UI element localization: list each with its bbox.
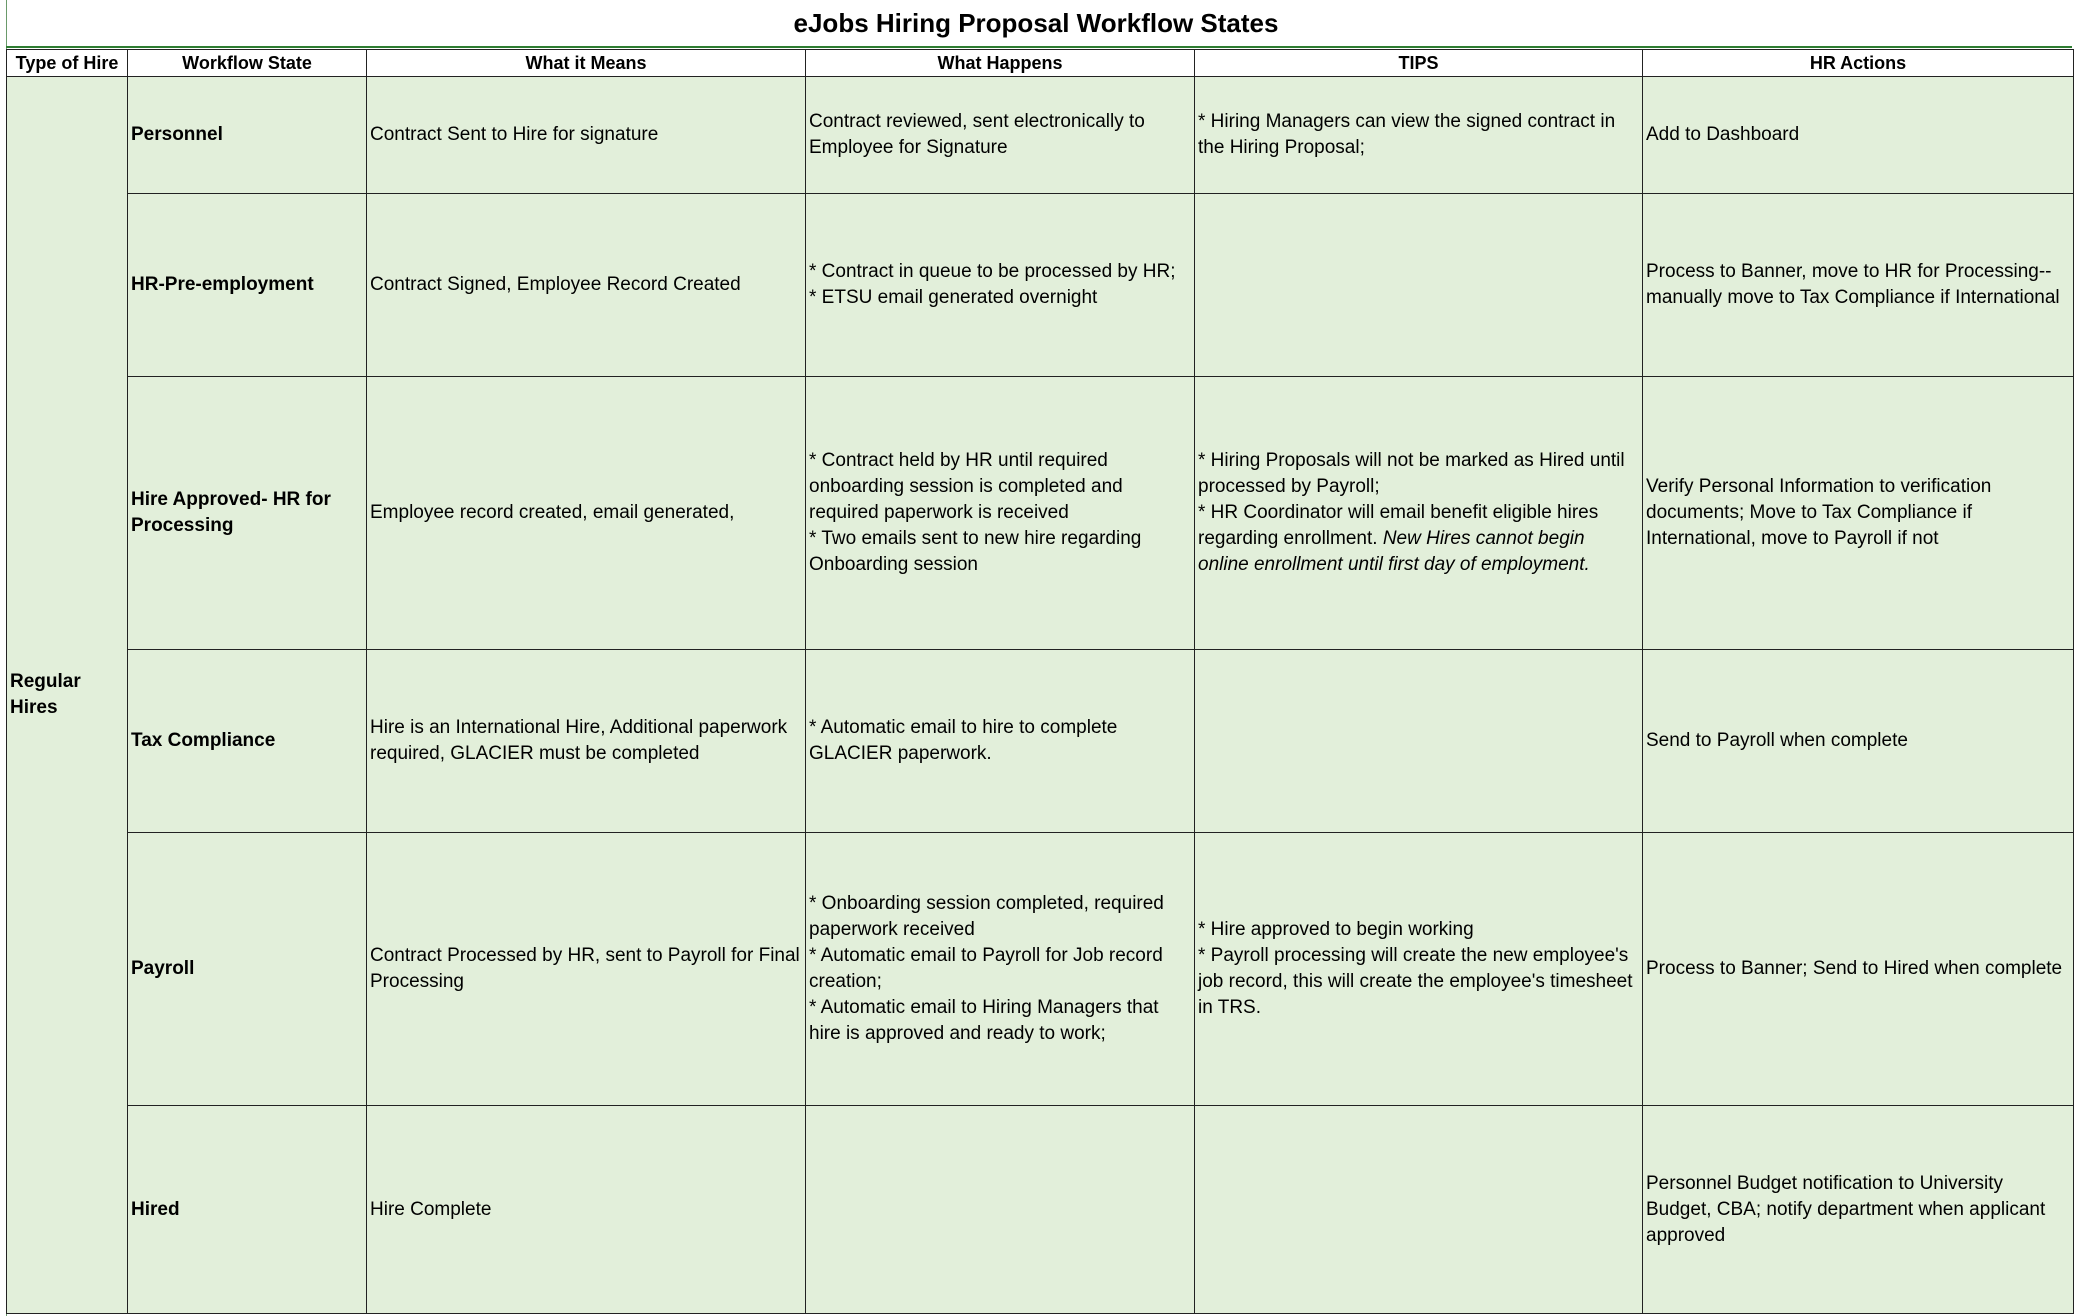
happens-line: * Two emails sent to new hire regarding Onboarding session: [809, 528, 1142, 575]
table-row: [7, 650, 2074, 833]
header-tips[interactable]: TIPS: [1195, 50, 1643, 77]
header-what-happens[interactable]: What Happens: [806, 50, 1195, 77]
actions-cell[interactable]: Process to Banner, move to HR for Processing--manually move to Tax Compliance if International: [1643, 194, 2074, 377]
workflow-table: [6, 49, 2074, 1314]
means-cell[interactable]: Contract Sent to Hire for signature: [367, 77, 806, 194]
actions-cell[interactable]: Add to Dashboard: [1643, 77, 2074, 194]
header-what-it-means[interactable]: What it Means: [367, 50, 806, 77]
header-hr-actions[interactable]: HR Actions: [1643, 50, 2074, 77]
happens-cell[interactable]: [806, 377, 1195, 650]
sheet-title: eJobs Hiring Proposal Workflow States: [793, 7, 1279, 38]
tips-cell[interactable]: [1195, 194, 1643, 377]
means-cell[interactable]: Hire Complete: [367, 1106, 806, 1314]
happens-line: * ETSU email generated overnight: [809, 287, 1098, 308]
header-row: [7, 50, 2074, 77]
happens-line: * Automatic email to hire to complete GLACIER paperwork.: [809, 717, 1118, 764]
happens-line: * Automatic email to Hiring Managers that hire is approved and ready to work;: [809, 997, 1159, 1044]
state-cell[interactable]: Tax Compliance: [128, 650, 367, 833]
tips-line: * Hire approved to begin working: [1198, 919, 1474, 940]
happens-line: * Contract in queue to be processed by HR;: [809, 261, 1176, 282]
tips-line: * Payroll processing will create the new employee's job record, this will create the employee's timesheet in TRS.: [1198, 945, 1633, 1018]
tips-cell[interactable]: [1195, 1106, 1643, 1314]
tips-cell[interactable]: [1195, 833, 1643, 1106]
happens-cell[interactable]: [806, 1106, 1195, 1314]
happens-cell[interactable]: [806, 650, 1195, 833]
means-cell[interactable]: Hire is an International Hire, Additional paperwork required, GLACIER must be completed: [367, 650, 806, 833]
state-cell[interactable]: Personnel: [128, 77, 367, 194]
happens-line: Contract reviewed, sent electronically to Employee for Signature: [809, 111, 1145, 158]
header-workflow-state[interactable]: Workflow State: [128, 50, 367, 77]
actions-cell[interactable]: Send to Payroll when complete: [1643, 650, 2074, 833]
state-cell[interactable]: Payroll: [128, 833, 367, 1106]
actions-cell[interactable]: Personnel Budget notification to University Budget, CBA; notify department when applicant approved: [1643, 1106, 2074, 1314]
happens-line: * Onboarding session completed, required paperwork received: [809, 893, 1164, 940]
table-row: [7, 377, 2074, 650]
state-cell[interactable]: HR-Pre-employment: [128, 194, 367, 377]
table-row: [7, 833, 2074, 1106]
title-bar: [6, 0, 2072, 48]
tips-line: * HR Coordinator will email benefit eligible hires regarding enrollment.: [1198, 502, 1599, 549]
happens-line: * Automatic email to Payroll for Job record creation;: [809, 945, 1163, 992]
tips-line: * Hiring Managers can view the signed contract in the Hiring Proposal;: [1198, 111, 1616, 158]
actions-cell[interactable]: Process to Banner; Send to Hired when complete: [1643, 833, 2074, 1106]
means-cell[interactable]: Contract Signed, Employee Record Created: [367, 194, 806, 377]
tips-cell[interactable]: [1195, 377, 1643, 650]
happens-cell[interactable]: [806, 77, 1195, 194]
type-of-hire-cell[interactable]: Regular Hires: [7, 77, 128, 1314]
state-cell[interactable]: Hired: [128, 1106, 367, 1314]
happens-cell[interactable]: [806, 833, 1195, 1106]
table-row: [7, 194, 2074, 377]
happens-line: * Contract held by HR until required onboarding session is completed and required paperwork is received: [809, 450, 1123, 523]
tips-cell[interactable]: [1195, 650, 1643, 833]
tips-italic-note: New Hires cannot begin online enrollment until first day of employment.: [1198, 528, 1590, 575]
tips-line: * Hiring Proposals will not be marked as Hired until processed by Payroll;: [1198, 450, 1625, 497]
happens-cell[interactable]: [806, 194, 1195, 377]
tips-cell[interactable]: [1195, 77, 1643, 194]
header-type-of-hire[interactable]: Type of Hire: [7, 50, 128, 77]
state-cell[interactable]: Hire Approved- HR for Processing: [128, 377, 367, 650]
table-row: [7, 1106, 2074, 1314]
table-row: [7, 77, 2074, 194]
means-cell[interactable]: Contract Processed by HR, sent to Payroll for Final Processing: [367, 833, 806, 1106]
means-cell[interactable]: Employee record created, email generated,: [367, 377, 806, 650]
actions-cell[interactable]: Verify Personal Information to verification documents; Move to Tax Compliance if International, move to Payroll if not: [1643, 377, 2074, 650]
